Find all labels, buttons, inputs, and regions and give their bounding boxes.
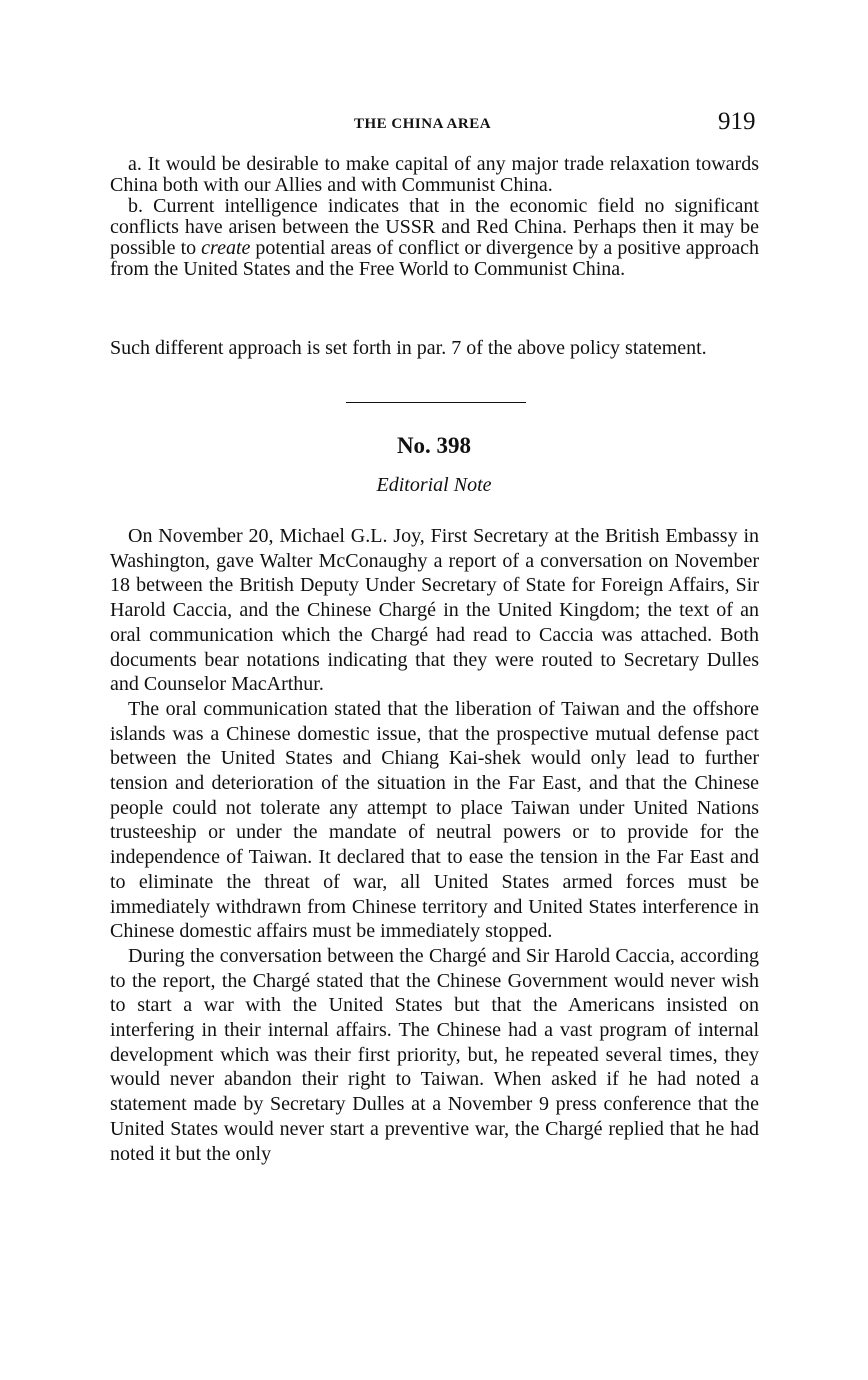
memo-items [110,154,759,280]
page-number: 919 [718,108,756,135]
section-divider [346,402,526,403]
editorial-paragraph: On November 20, Michael G.L. Joy, First Secretary at the British Embassy in Washington, gave Walter McConaughy a report of a conversation on November 18 between the British Deputy Under Secretary of State for Foreign Affairs, Sir Harold Caccia, and the Chinese Chargé in the United Kingdom; the text of an oral communication which the Chargé had read to Caccia was attached. Both documents bear notations indicating that they were routed to Secretary Dulles and Counselor MacArthur. [110,525,759,696]
memo-item-a: a. It would be desirable to make capital of any major trade relaxation towards China both with our Allies and with Communist China. [110,153,759,196]
memo-item-b [110,196,759,280]
running-header: THE CHINA AREA [354,116,492,132]
memo-item-b-emphasis: create [201,237,251,259]
memo-item-b-text-2: potential areas of conflict or divergence by a positive approach from the United States and the Free World to Communist China. [110,237,759,280]
document-heading: Editorial Note [376,474,492,496]
memo-closing-block [110,336,759,361]
memo-closing: Such different approach is set forth in par. 7 of the above policy statement. [110,337,707,359]
document-number: No. 398 [396,433,472,458]
memo-item-b-text-1: b. Current intelligence indicates that in the economic field no significant conflicts have arisen between the USSR and Red China. Perhaps then it may be possible to [110,195,759,259]
editorial-note-body [110,524,759,1166]
editorial-paragraph: During the conversation between the Chargé and Sir Harold Caccia, according to the report, the Chargé stated that the Chinese Government would never wish to start a war with the United States but that the Americans insisted on interfering in their internal affairs. The Chinese had a vast program of internal development which was their first priority, but, he repeated several times, they would never abandon their right to Taiwan. When asked if he had noted a statement made by Secretary Dulles at a November 9 press conference that the United States would never start a preventive war, the Chargé replied that he had noted it but the only [110,944,759,1165]
editorial-paragraph: The oral communication stated that the liberation of Taiwan and the offshore islands was a Chinese domestic issue, that the prospective mutual defense pact between the United States and Chiang Kai-shek would only lead to further tension and deterioration of the situation in the Far East, and that the Chinese people could not tolerate any attempt to place Taiwan under United Nations trusteeship or under the mandate of neutral powers or to provide for the independence of Taiwan. It declared that to ease the tension in the Far East and to eliminate the threat of war, all United States armed forces must be immediately withdrawn from Chinese territory and United States interference in Chinese domestic affairs must be immediately stopped. [110,697,759,943]
